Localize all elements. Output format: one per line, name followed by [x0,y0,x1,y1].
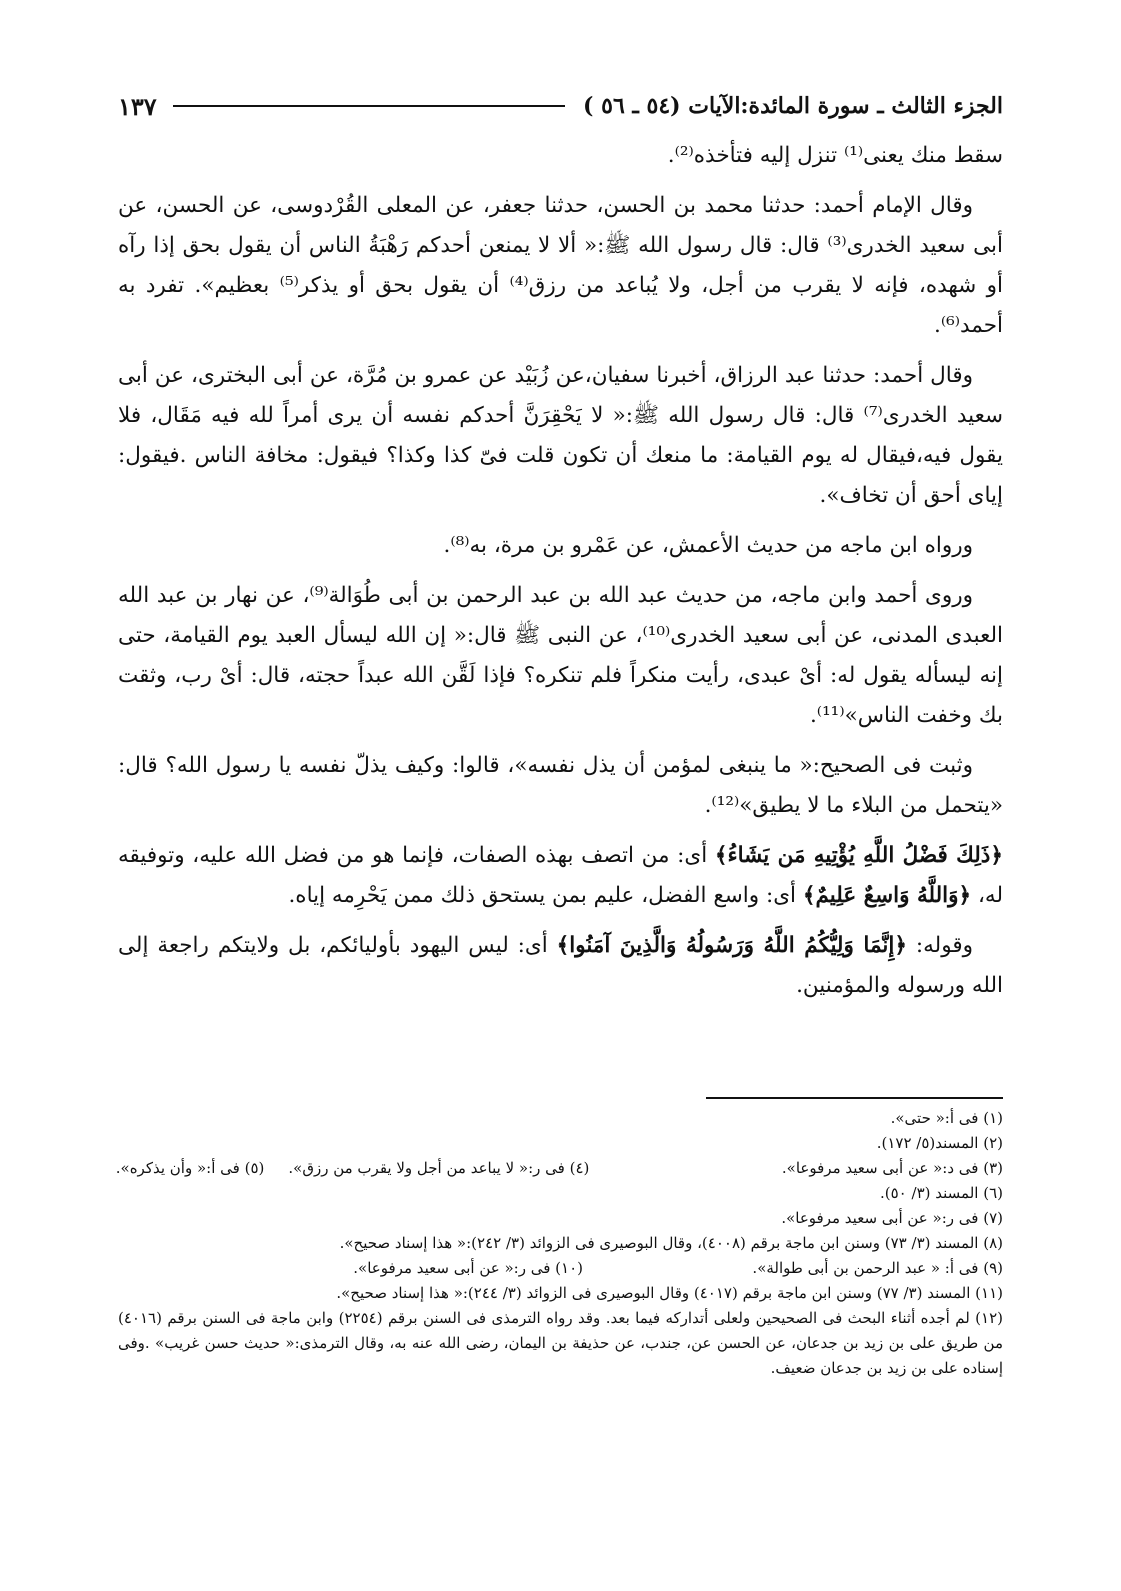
footnote: (٩) فى أ: « عبد الرحمن بن أبى طوالة». [752,1259,1003,1277]
footnote: (١) فى أ:« حتى». [890,1109,1003,1127]
commentary-text: أى: واسع الفضل، عليم بمن يستحق ذلك ممن يَحْرِمه إياه. [288,883,803,908]
commentary-text: أى: ليس اليهود بأوليائكم، بل ولايتكم راجعة إلى الله ورسوله والمؤمنين. [118,933,1003,998]
footnote-row [118,1256,1003,1281]
footnote-row [118,1106,1003,1131]
footnote: (١١) المسند (٣/ ٧٧) وسنن ابن ماجة برقم (٤٠١٧) وقال البوصيرى فى الزوائد (٣/ ٢٤٤):« هذا إسناد صحيح». [336,1284,1003,1302]
footnote-row [115,1156,1003,1181]
paragraph-6: وثبت فى الصحيح:« ما ينبغى لمؤمن أن يذل نفسه»، قالوا: وكيف يذلّ نفسه يا رسول الله؟ قال: «يتحمل من البلاء ما لا يطيق»⁽¹²⁾. [118,753,1003,818]
footnote-row [118,1231,1003,1256]
footnotes [115,1106,1004,1381]
footnote: (١٠) فى ر:« عن أبى سعيد مرفوعا». [353,1259,583,1277]
commentary-text: أى: من اتصف بهذه الصفات، فإنما هو من فضل الله عليه، وتوفيقه له، [118,843,1003,908]
main-text [118,136,1003,1016]
paragraph-2: وقال الإمام أحمد: حدثنا محمد بن الحسن، حدثنا جعفر، عن المعلى القُرْدوسى، عن الحسن، عن أبى سعيد الخدرى⁽³⁾ قال: قال رسول الله ﷺ:« ألا لا يمنعن أحدكم رَهْبَةُ الناس أن يقول بحق إذا رآه أو شهده، فإنه لا يقرب من أجل، ولا يُباعد من رزق⁽⁴⁾ أن يقول بحق أو يذكر⁽⁵⁾ بعظيم». تفرد به أحمد⁽⁶⁾. [118,193,1004,338]
header-rule [173,105,565,107]
footnote: (٣) فى د:« عن أبى سعيد مرفوعا». [781,1159,1003,1177]
running-title: الجزء الثالث ـ سورة المائدة:الآيات (٥٤ ـ ٥٦ ) [583,93,1003,119]
paragraph-1: سقط منك يعنى⁽¹⁾ تنزل إليه فتأخذه⁽²⁾. [667,143,1003,168]
footnote: (١٢) لم أجده أثناء البحث فى الصحيحين ولعلى أتداركه فيما بعد. وقد رواه الترمذى فى السنن برقم (٢٢٥٤) وابن ماجة فى السنن برقم (٤٠١٦) من طريق على بن زيد بن جدعان، عن الحسن عن، جندب، عن حذيفة بن اليمان، رضى الله عنه به، وقال الترمذى:« حديث حسن غريب» .وفى إسناده على بن زيد بن جدعان ضعيف. [118,1309,1004,1377]
page-number: ١٣٧ [118,91,157,121]
footnote-row [118,1281,1003,1306]
footnote: (٦) المسند (٣/ ٥٠). [880,1184,1003,1202]
footnote: (٧) فى ر:« عن أبى سعيد مرفوعا». [781,1209,1003,1227]
footnote-row [118,1131,1003,1156]
footnote: (٥) فى أ:« وأن يذكره». [115,1159,265,1177]
paragraph-4: ورواه ابن ماجه من حديث الأعمش، عن عَمْرو بن مرة، به⁽⁸⁾. [443,533,973,558]
page-header [118,86,1003,126]
paragraph-7 [118,836,1003,916]
quran-verse: ﴿إِنَّمَا وَلِيُّكُمُ اللَّهُ وَرَسُولُهُ وَالَّذِينَ آمَنُوا﴾ [556,933,907,958]
quran-verse: ﴿ذَلِكَ فَضْلُ اللَّهِ يُؤْتِيهِ مَن يَشَاءُ﴾ [714,843,1003,868]
footnote-row [118,1206,1003,1231]
paragraph-3: وقال أحمد: حدثنا عبد الرزاق، أخبرنا سفيان،عن زُبَيْد عن عمرو بن مُرَّة، عن أبى البخترى، عن أبى سعيد الخدرى⁽⁷⁾ قال: قال رسول الله ﷺ:« لا يَحْقِرَنَّ أحدكم نفسه أن يرى أمراً لله فيه مَقَال، فلا يقول فيه،فيقال له يوم القيامة: ما منعك أن تكون قلت فىّ كذا وكذا؟ فيقول: مخافة الناس .فيقول: إياى أحق أن تخاف». [118,363,1003,508]
quran-verse: ﴿وَاللَّهُ وَاسِعٌ عَلِيمٌ﴾ [802,883,972,908]
footnote: (٤) فى ر:« لا يباعد من أجل ولا يقرب من رزق». [288,1159,590,1177]
footnote-row [118,1181,1003,1206]
footnote: (٢) المسند(٥/ ١٧٢). [876,1134,1003,1152]
footnote-separator [706,1097,1003,1099]
footnote: (٨) المسند (٣/ ٧٣) وسنن ابن ماجة برقم (٤٠٠٨)، وقال البوصيرى فى الزوائد (٣/ ٢٤٢):« هذا إسناد صحيح». [339,1234,1003,1252]
paragraph-5: وروى أحمد وابن ماجه، من حديث عبد الله بن عبد الرحمن بن أبى طُوَالة⁽⁹⁾، عن نهار بن عبد الله العبدى المدنى، عن أبى سعيد الخدرى⁽¹⁰⁾، عن النبى ﷺ قال:« إن الله ليسأل العبد يوم القيامة، حتى إنه ليسأله يقول له: أىْ عبدى، رأيت منكراً فلم تنكره؟ فإذا لَقَّن الله عبداً حجته، قال: أىْ رب، وثقت بك وخفت الناس»⁽¹¹⁾. [118,583,1004,728]
commentary-text: وقوله: [906,933,973,958]
paragraph-8 [118,926,1003,1006]
